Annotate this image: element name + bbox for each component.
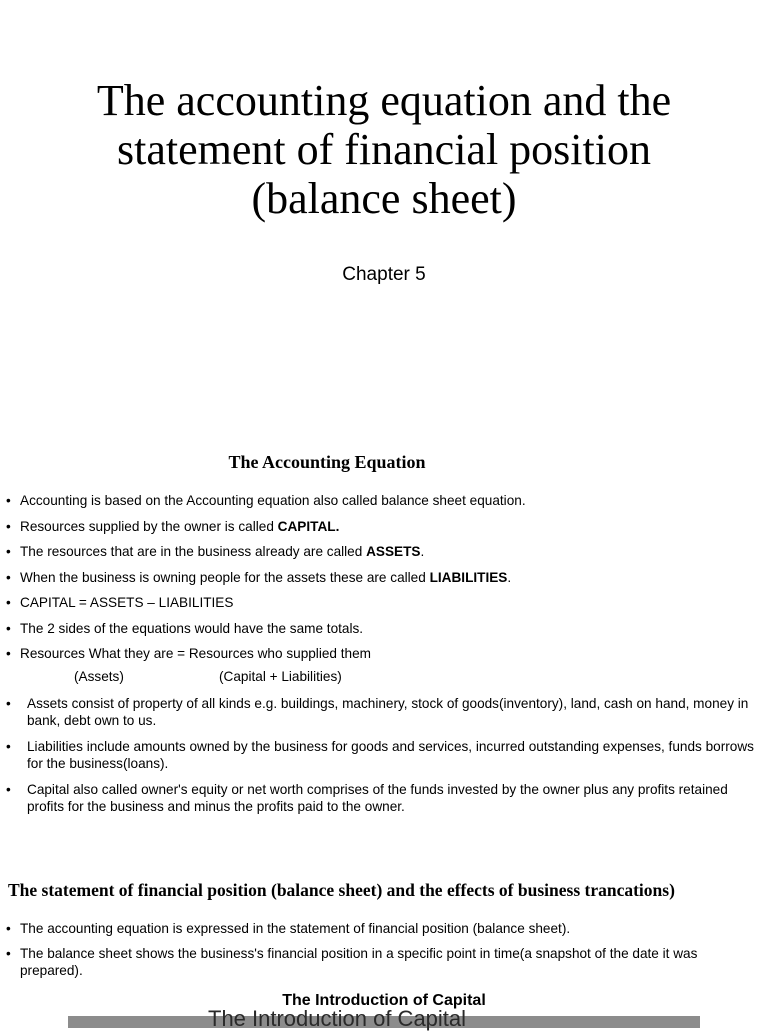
introduction-of-capital-heading: The Introduction of Capital: [282, 992, 486, 1009]
bullet-icon: •: [6, 646, 11, 661]
bullet-icon: •: [6, 595, 11, 610]
chapter-subtitle: Chapter 5: [342, 264, 426, 285]
list-item: • Resources What they are = Resources who supplied them: [6, 646, 371, 661]
bullet-icon: •: [6, 518, 11, 534]
equation-details-list: [6, 695, 755, 815]
list-item: • The accounting equation is expressed in the statement of financial position (balance sheet).: [6, 921, 571, 936]
bullet-icon: •: [6, 921, 11, 936]
list-item: • Assets consist of property of all kinds e.g. buildings, machinery, stock of goods(inventory), land, cash on hand, money in bank, debt own to us.: [6, 696, 749, 728]
list-item: • The 2 sides of the equations would have the same totals.: [6, 620, 364, 636]
slide-preview-caption: The Introduction of Capital: [208, 1006, 467, 1031]
list-item: • When the business is owning people for the assets these are called LIABILITIES.: [6, 569, 512, 585]
bullet-icon: •: [6, 620, 11, 636]
bullet-icon: •: [6, 946, 11, 961]
bullet-icon: •: [6, 569, 11, 585]
list-item: • The resources that are in the business already are called ASSETS.: [6, 544, 425, 559]
list-item: • Resources supplied by the owner is called CAPITAL.: [6, 518, 340, 534]
accounting-equation-heading: The Accounting Equation: [228, 452, 426, 472]
financial-position-bullet-list: [6, 920, 760, 979]
list-item: • CAPITAL = ASSETS – LIABILITIES: [6, 595, 234, 610]
bullet-icon: •: [6, 493, 11, 508]
equation-bullet-list: [6, 492, 760, 662]
list-item: • Capital also called owner's equity or net worth comprises of the funds invested by the owner plus any profits retained profits for the business and minus the profits paid to the owner.: [6, 782, 728, 814]
slide-preview-image: [68, 1006, 700, 1031]
equation-sub-label-right: (Capital + Liabilities): [219, 669, 342, 684]
list-item: • Accounting is based on the Accounting equation also called balance sheet equation.: [6, 493, 526, 508]
list-item: • Liabilities include amounts owned by the business for goods and services, incurred outstanding expenses, funds borrows for the business(loans).: [6, 739, 754, 771]
bullet-icon: •: [6, 696, 11, 711]
document-title: The accounting equation and the statement of financial position (balance sheet): [96, 76, 672, 223]
bullet-icon: •: [6, 739, 11, 754]
bullet-icon: •: [6, 544, 11, 559]
equation-sub-label-left: (Assets): [74, 669, 124, 684]
financial-position-heading: The statement of financial position (balance sheet) and the effects of business trancations): [8, 880, 675, 900]
bullet-icon: •: [6, 782, 11, 797]
list-item: • The balance sheet shows the business's financial position in a specific point in time(a snapshot of the date it was prepared).: [6, 946, 698, 978]
